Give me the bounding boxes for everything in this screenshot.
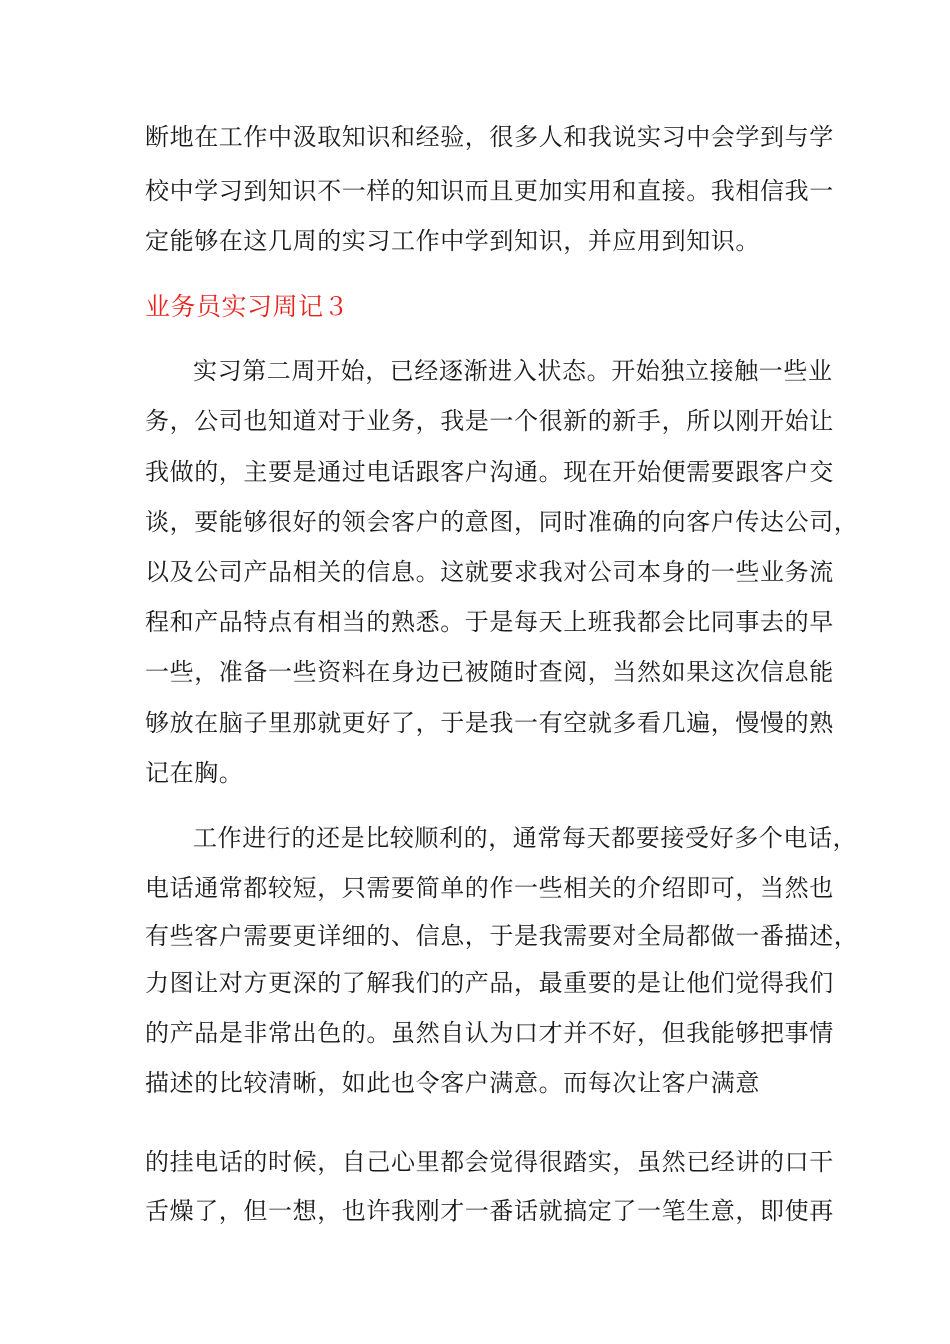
text-line: 电话通常都较短，只需要简单的作一些相关的介绍即可，当然也: [145, 874, 834, 902]
text-line: 描述的比较清晰，如此也令客户满意。而每次让客户满意: [145, 1069, 760, 1097]
text-line: 够放在脑子里那就更好了，于是我一有空就多看几遍，慢慢的熟: [145, 709, 834, 737]
text-line: 断地在工作中汲取知识和经验，很多人和我说实习中会学到与学: [145, 123, 834, 151]
text-line: 的挂电话的时候，自己心里都会觉得很踏实，虽然已经讲的口干: [145, 1148, 834, 1176]
text-line: 的产品是非常出色的。虽然自认为口才并不好，但我能够把事情: [145, 1019, 834, 1047]
text-line: 一些，准备一些资料在身边已被随时查阅，当然如果这次信息能: [145, 658, 834, 686]
text-line: 校中学习到知识不一样的知识而且更加实用和直接。我相信我一: [145, 177, 834, 205]
text-line: 记在胸。: [145, 759, 244, 787]
text-line: 舌燥了，但一想，也许我刚才一番话就搞定了一笔生意，即使再: [145, 1197, 834, 1225]
section-title: 业务员实习周记３: [145, 292, 350, 321]
text-line: 程和产品特点有相当的熟悉。于是每天上班我都会比同事去的早: [145, 608, 834, 636]
text-line: 我做的，主要是通过电话跟客户沟通。现在开始便需要跟客户交: [145, 458, 834, 486]
text-line: 以及公司产品相关的信息。这就要求我对公司本身的一些业务流: [145, 558, 834, 586]
text-line: 力图让对方更深的了解我们的产品，最重要的是让他们觉得我们: [145, 969, 834, 997]
text-line: 务，公司也知道对于业务，我是一个很新的新手，所以刚开始让: [145, 407, 834, 435]
text-line: 实习第二周开始，已经逐渐进入状态。开始独立接触一些业: [193, 357, 833, 385]
text-line: 谈，要能够很好的领会客户的意图，同时准确的向客户传达公司，: [145, 508, 859, 536]
text-line: 有些客户需要更详细的、信息，于是我需要对全局都做一番描述，: [145, 922, 859, 950]
text-line: 定能够在这几周的实习工作中学到知识，并应用到知识。: [145, 227, 760, 255]
text-line: 工作进行的还是比较顺利的，通常每天都要接受好多个电话，: [193, 824, 858, 852]
